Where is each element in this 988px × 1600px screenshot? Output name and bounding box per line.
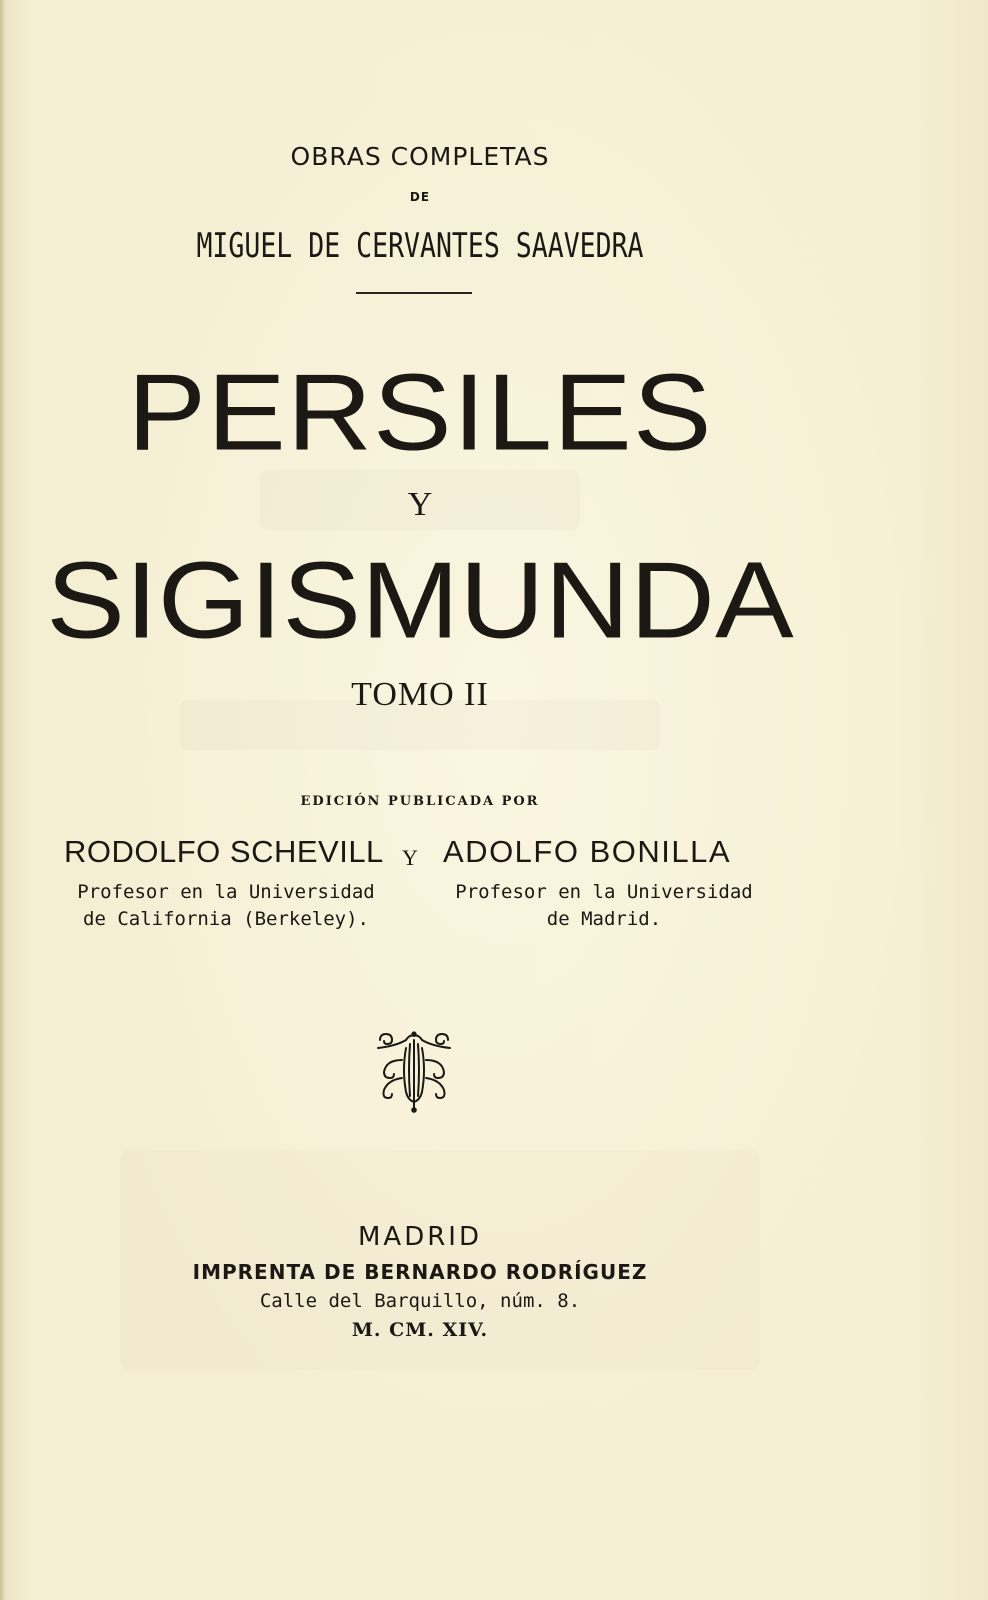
editor-name-schevill: RODOLFO SCHEVILL xyxy=(64,834,384,869)
editor-affiliation-schevill xyxy=(66,879,386,933)
editor-affiliation-bonilla xyxy=(444,879,764,933)
imprint-address: Calle del Barquillo, núm. 8. xyxy=(259,1290,581,1312)
book-title-part1: PERSILES xyxy=(127,351,713,474)
affiliation-line: de California (Berkeley). xyxy=(83,908,369,930)
book-title-conjunction: Y xyxy=(407,486,433,523)
editor-name-bonilla: ADOLFO BONILLA xyxy=(443,834,732,869)
series-title: OBRAS COMPLETAS xyxy=(290,142,550,171)
printers-ornament-icon xyxy=(372,1030,456,1114)
volume-number: TOMO II xyxy=(351,676,489,713)
book-title-part2: SIGISMUNDA xyxy=(46,539,794,662)
affiliation-line: Profesor en la Universidad xyxy=(77,881,375,903)
preposition-de: DE xyxy=(409,190,431,204)
divider-rule xyxy=(356,292,472,294)
edition-statement: EDICIÓN PUBLICADA POR xyxy=(300,794,540,809)
imprint-city: MADRID xyxy=(358,1222,482,1252)
imprint-year: M. CM. XIV. xyxy=(351,1319,489,1341)
editors-conjunction: Y xyxy=(402,845,418,870)
affiliation-line: Profesor en la Universidad xyxy=(455,881,753,903)
imprint-printer: IMPRENTA DE BERNARDO RODRÍGUEZ xyxy=(192,1260,648,1284)
affiliation-line: de Madrid. xyxy=(546,908,662,930)
author-name: MIGUEL DE CERVANTES SAAVEDRA xyxy=(196,226,644,266)
